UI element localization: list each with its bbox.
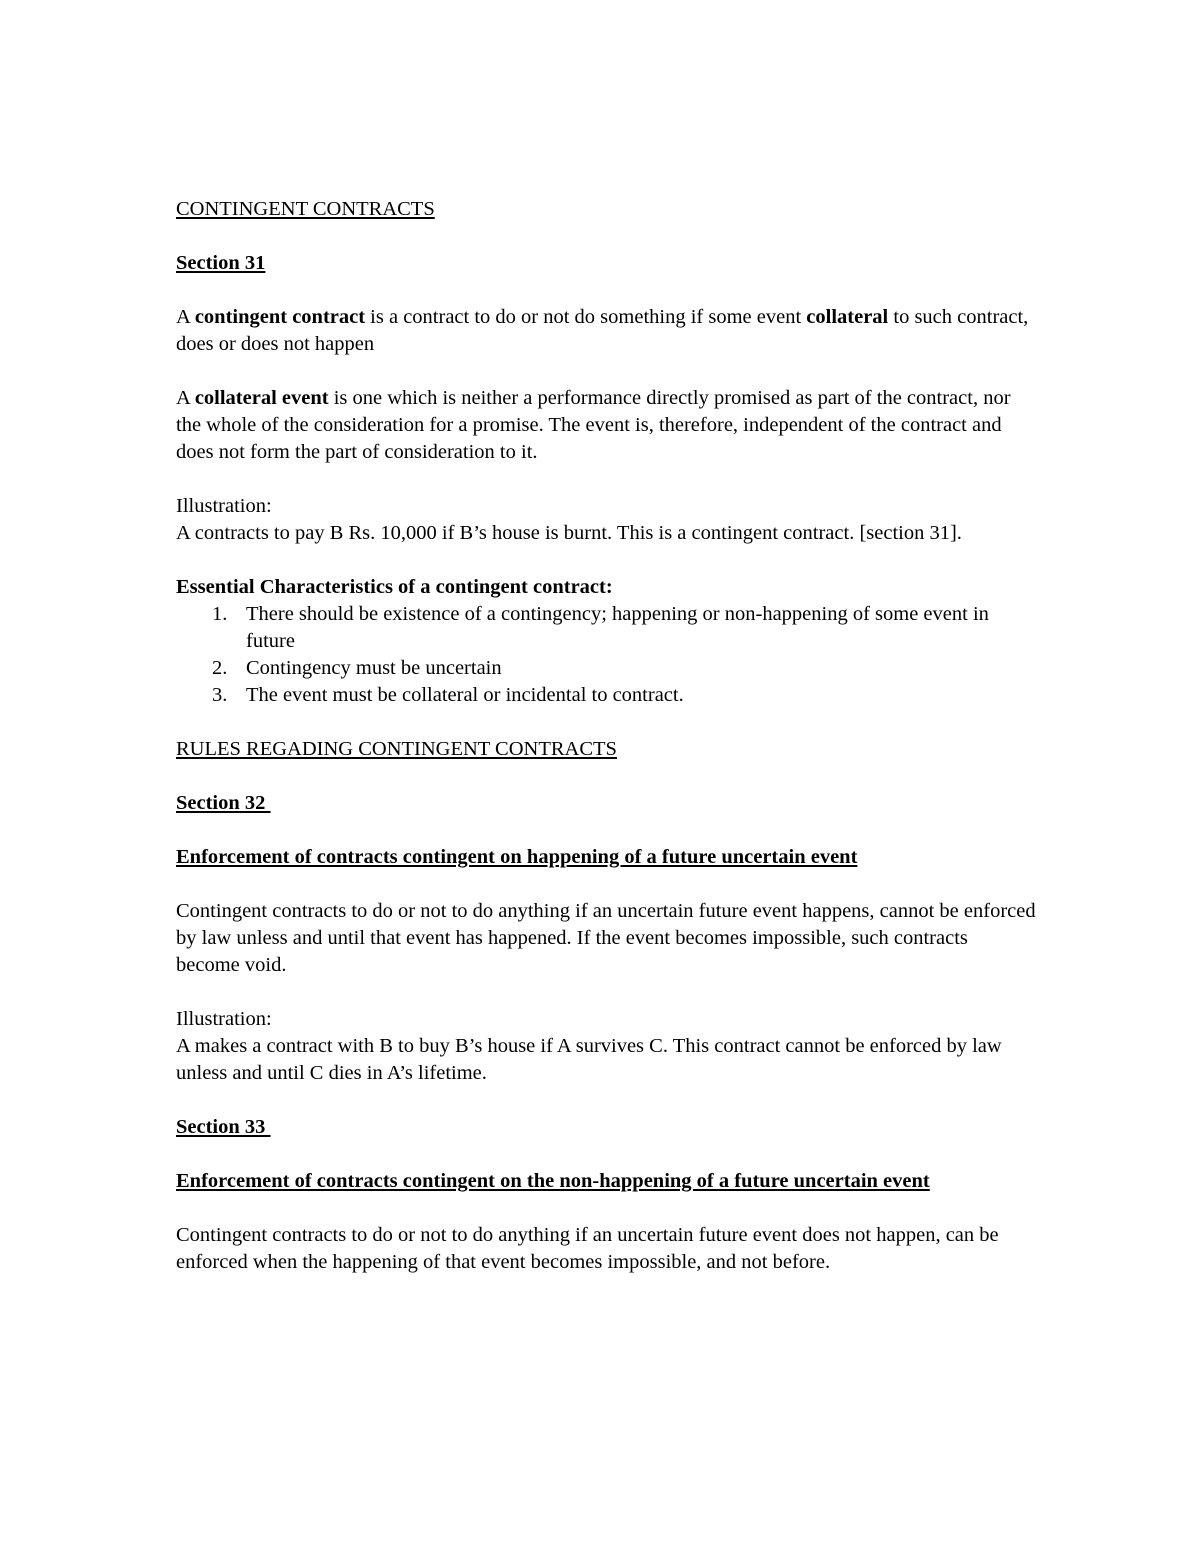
list-text: The event must be collateral or incidental to contract. — [246, 684, 684, 706]
list-item — [212, 601, 1036, 655]
illustration-text: A contracts to pay B Rs. 10,000 if B’s house is burnt. This is a contingent contract. [section 31]. — [176, 522, 962, 544]
contingent-contract-definition — [176, 304, 1036, 358]
illustration-label: Illustration: — [176, 495, 272, 517]
characteristics-list — [176, 601, 1036, 709]
list-item — [212, 655, 1036, 682]
section-32-title: Enforcement of contracts contingent on happening of a future uncertain event — [176, 846, 858, 868]
def-text: A — [176, 306, 195, 328]
illustration-label: Illustration: — [176, 1008, 272, 1030]
def-text: is a contract to do or not do something if some event — [365, 306, 807, 328]
list-text: There should be existence of a contingency; happening or non-happening of some event in future — [246, 603, 989, 652]
section-33-text: Contingent contracts to do or not to do anything if an uncertain future event does not happen, can be enforced when the happening of that event becomes impossible, and not before. — [176, 1224, 999, 1273]
section-33-title: Enforcement of contracts contingent on the non-happening of a future uncertain event — [176, 1170, 930, 1192]
list-number: 1. — [212, 603, 228, 625]
collateral-event-definition — [176, 385, 1036, 466]
rules-heading: RULES REGADING CONTINGENT CONTRACTS — [176, 738, 617, 760]
term-collateral: collateral — [806, 306, 889, 328]
term-contingent-contract: contingent contract — [194, 306, 366, 328]
characteristics-title: Essential Characteristics of a contingent contract: — [176, 576, 613, 598]
def-text: is one which is neither a performance directly promised as part of the contract, nor the whole of the consideration for a promise. The event is, therefore, independent of the contract and does not form the part of consideration to it. — [176, 387, 1011, 463]
section-31-label: Section 31 — [176, 252, 266, 274]
section-32-text: Contingent contracts to do or not to do anything if an uncertain future event happens, cannot be enforced by law unless and until that event has happened. If the event becomes impossible, such contracts become void. — [176, 900, 1036, 976]
def-text: to such contract, does or does not happen — [176, 306, 1029, 355]
section-33-label: Section 33 — [176, 1116, 271, 1138]
main-heading: CONTINGENT CONTRACTS — [176, 198, 435, 220]
term-collateral-event: collateral event — [194, 387, 329, 409]
list-number: 3. — [212, 684, 228, 706]
document-body — [176, 196, 1036, 1276]
list-number: 2. — [212, 657, 228, 679]
section-32-label: Section 32 — [176, 792, 271, 814]
def-text: A — [176, 387, 195, 409]
list-text: Contingency must be uncertain — [246, 657, 502, 679]
illustration-text: A makes a contract with B to buy B’s house if A survives C. This contract cannot be enforced by law unless and until C dies in A’s lifetime. — [176, 1035, 1002, 1084]
list-item — [212, 682, 1036, 709]
